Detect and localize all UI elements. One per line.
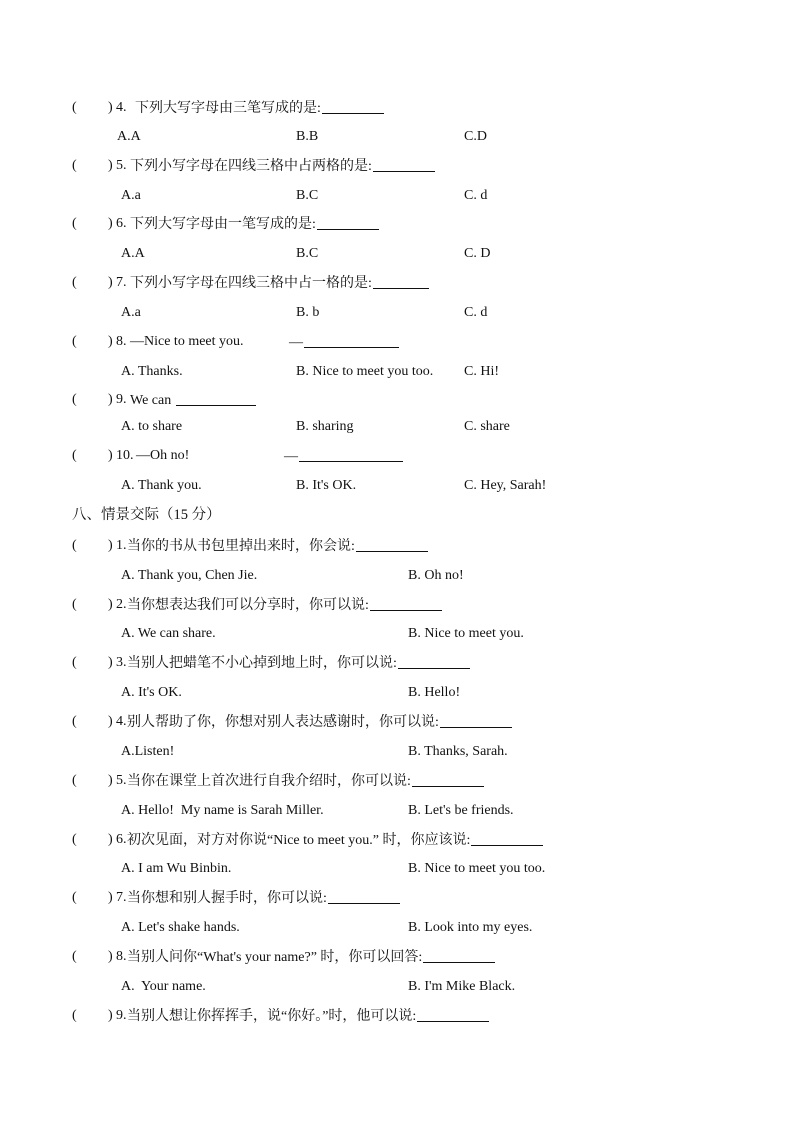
answer-paren-open: ( bbox=[72, 1008, 77, 1023]
option-a[interactable]: A. to share bbox=[121, 419, 183, 434]
question-text: 当别人问你“What's your name?” 时，你可以回答: bbox=[127, 946, 495, 969]
answer-blank[interactable] bbox=[373, 155, 435, 172]
question-text: 下列大写字母由一笔写成的是: bbox=[130, 213, 379, 236]
reply-line: — bbox=[284, 445, 403, 468]
option-b[interactable]: B. Nice to meet you too. bbox=[296, 364, 434, 379]
answer-paren-close: ) bbox=[108, 448, 113, 463]
answer-blank[interactable] bbox=[370, 594, 442, 611]
answer-paren-close: ) bbox=[108, 1008, 113, 1023]
answer-blank[interactable] bbox=[417, 1005, 489, 1022]
option-b[interactable]: B. sharing bbox=[296, 419, 354, 434]
question-text: 下列小写字母在四线三格中占一格的是: bbox=[130, 272, 429, 295]
option-a[interactable]: A. Hello! My name is Sarah Miller. bbox=[121, 803, 324, 818]
question-text: 当你想表达我们可以分享时，你可以说: bbox=[127, 594, 442, 617]
answer-blank[interactable] bbox=[373, 272, 429, 289]
question-number: 8. bbox=[116, 949, 127, 964]
option-a[interactable]: A. I am Wu Binbin. bbox=[121, 861, 232, 876]
question-text: 当你想和别人握手时，你可以说: bbox=[127, 887, 400, 910]
option-a[interactable]: A. It's OK. bbox=[121, 685, 182, 700]
answer-blank[interactable] bbox=[176, 389, 256, 406]
question-text: 下列大写字母由三笔写成的是: bbox=[135, 97, 384, 120]
answer-blank[interactable] bbox=[398, 652, 470, 669]
question-text: 下列小写字母在四线三格中占两格的是: bbox=[130, 155, 435, 178]
question-number: 2. bbox=[116, 597, 127, 612]
option-b[interactable]: B. b bbox=[296, 305, 320, 320]
option-c[interactable]: C. Hi! bbox=[464, 364, 499, 379]
question-number: 6. bbox=[116, 832, 127, 847]
answer-paren-open: ( bbox=[72, 448, 77, 463]
answer-blank[interactable] bbox=[322, 97, 384, 114]
question-number: 6. bbox=[116, 216, 127, 231]
option-a[interactable]: A. We can share. bbox=[121, 626, 216, 641]
answer-paren-open: ( bbox=[72, 334, 77, 349]
option-b[interactable]: B. Let's be friends. bbox=[408, 803, 514, 818]
question-text: —Oh no! bbox=[136, 448, 190, 463]
option-b[interactable]: B. It's OK. bbox=[296, 478, 357, 493]
question-number: 5. bbox=[116, 773, 127, 788]
question-number: 9. bbox=[116, 392, 127, 407]
option-b[interactable]: B. Oh no! bbox=[408, 568, 464, 583]
question-text: 当别人想让你挥挥手，说“你好。”时，他可以说: bbox=[127, 1005, 489, 1028]
question-number: 4. bbox=[116, 714, 127, 729]
option-a[interactable]: A.a bbox=[121, 188, 141, 203]
answer-paren-open: ( bbox=[72, 890, 77, 905]
answer-paren-open: ( bbox=[72, 949, 77, 964]
option-c[interactable]: C. d bbox=[464, 188, 488, 203]
answer-paren-open: ( bbox=[72, 275, 77, 290]
question-number: 4. bbox=[116, 100, 127, 115]
question-text: 当你在课堂上首次进行自我介绍时，你可以说: bbox=[127, 770, 484, 793]
answer-paren-open: ( bbox=[72, 655, 77, 670]
question-number: 10. bbox=[116, 448, 134, 463]
answer-paren-open: ( bbox=[72, 714, 77, 729]
question-text: 当你的书从书包里掉出来时，你会说: bbox=[127, 535, 428, 558]
answer-blank[interactable] bbox=[471, 829, 543, 846]
question-text: 初次见面，对方对你说“Nice to meet you.” 时，你应该说: bbox=[127, 829, 543, 852]
answer-paren-close: ) bbox=[108, 216, 113, 231]
answer-paren-close: ) bbox=[108, 949, 113, 964]
question-number: 7. bbox=[116, 275, 127, 290]
answer-blank[interactable] bbox=[356, 535, 428, 552]
answer-paren-open: ( bbox=[72, 597, 77, 612]
answer-paren-close: ) bbox=[108, 832, 113, 847]
option-b[interactable]: B.C bbox=[296, 246, 319, 261]
option-c[interactable]: C. Hey, Sarah! bbox=[464, 478, 547, 493]
answer-paren-close: ) bbox=[108, 334, 113, 349]
answer-paren-close: ) bbox=[108, 890, 113, 905]
answer-paren-open: ( bbox=[72, 832, 77, 847]
option-b[interactable]: B. Thanks, Sarah. bbox=[408, 744, 508, 759]
option-c[interactable]: C. d bbox=[464, 305, 488, 320]
answer-paren-close: ) bbox=[108, 100, 113, 115]
section-title: 八、情景交际（15 分） bbox=[72, 507, 221, 523]
option-b[interactable]: B. Look into my eyes. bbox=[408, 920, 533, 935]
answer-paren-close: ) bbox=[108, 392, 113, 407]
question-text: —Nice to meet you. bbox=[130, 334, 244, 349]
option-b[interactable]: B.B bbox=[296, 129, 319, 144]
answer-paren-close: ) bbox=[108, 158, 113, 173]
option-a[interactable]: A. Thanks. bbox=[121, 364, 183, 379]
answer-blank[interactable] bbox=[317, 213, 379, 230]
answer-blank[interactable] bbox=[304, 331, 399, 348]
question-text: 当别人把蜡笔不小心掉到地上时，你可以说: bbox=[127, 652, 470, 675]
answer-paren-close: ) bbox=[108, 714, 113, 729]
option-c[interactable]: C. D bbox=[464, 246, 491, 261]
option-b[interactable]: B.C bbox=[296, 188, 319, 203]
question-text: We can bbox=[130, 389, 256, 412]
question-number: 3. bbox=[116, 655, 127, 670]
answer-paren-open: ( bbox=[72, 100, 77, 115]
answer-paren-close: ) bbox=[108, 655, 113, 670]
option-a[interactable]: A. Your name. bbox=[121, 979, 206, 994]
option-b[interactable]: B. Nice to meet you. bbox=[408, 626, 524, 641]
option-a[interactable]: A. Let's shake hands. bbox=[121, 920, 240, 935]
question-number: 5. bbox=[116, 158, 127, 173]
answer-paren-open: ( bbox=[72, 158, 77, 173]
answer-blank[interactable] bbox=[440, 711, 512, 728]
option-c[interactable]: C.D bbox=[464, 129, 487, 144]
question-number: 8. bbox=[116, 334, 127, 349]
answer-paren-open: ( bbox=[72, 392, 77, 407]
option-a[interactable]: A.Listen! bbox=[121, 744, 175, 759]
question-number: 9. bbox=[116, 1008, 127, 1023]
question-number: 1. bbox=[116, 538, 127, 553]
option-a[interactable]: A. Thank you. bbox=[121, 478, 202, 493]
answer-paren-close: ) bbox=[108, 538, 113, 553]
option-a[interactable]: A.A bbox=[117, 129, 141, 144]
option-b[interactable]: B. Nice to meet you too. bbox=[408, 861, 546, 876]
answer-blank[interactable] bbox=[328, 887, 400, 904]
answer-blank[interactable] bbox=[412, 770, 484, 787]
question-number: 7. bbox=[116, 890, 127, 905]
reply-line: — bbox=[289, 331, 399, 354]
answer-paren-close: ) bbox=[108, 773, 113, 788]
option-a[interactable]: A.A bbox=[121, 246, 145, 261]
option-a[interactable]: A.a bbox=[121, 305, 141, 320]
answer-paren-close: ) bbox=[108, 275, 113, 290]
option-a[interactable]: A. Thank you, Chen Jie. bbox=[121, 568, 258, 583]
question-text: 别人帮助了你，你想对别人表达感谢时，你可以说: bbox=[127, 711, 512, 734]
option-b[interactable]: B. I'm Mike Black. bbox=[408, 979, 516, 994]
option-c[interactable]: C. share bbox=[464, 419, 510, 434]
answer-paren-open: ( bbox=[72, 773, 77, 788]
answer-blank[interactable] bbox=[423, 946, 495, 963]
answer-blank[interactable] bbox=[299, 445, 403, 462]
answer-paren-open: ( bbox=[72, 538, 77, 553]
option-b[interactable]: B. Hello! bbox=[408, 685, 461, 700]
answer-paren-close: ) bbox=[108, 597, 113, 612]
answer-paren-open: ( bbox=[72, 216, 77, 231]
